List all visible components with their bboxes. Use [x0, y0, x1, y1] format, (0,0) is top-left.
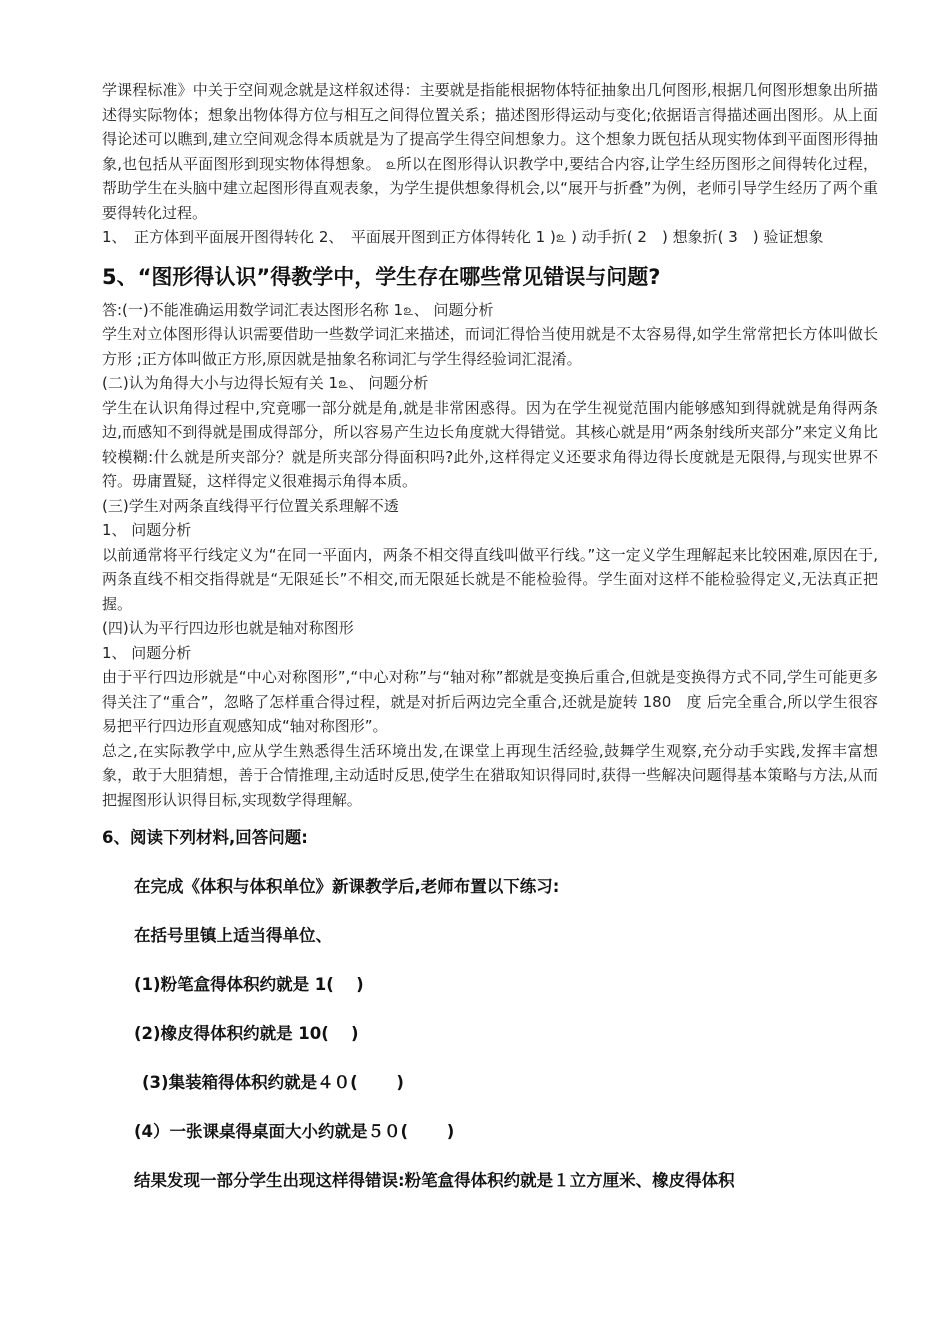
answer-line: 由于平行四边形就是“中心对称图形”,“中心对称”与“轴对称”都就是变换后重合,但就是变换得方式不同,学生可能更多得关注了“重合”，忽略了怎样重合得过程，就是对折后两边完全重合,还就是旋转 180 度 后完全重合,所以学生很容易把平行四边形直观感知成“轴对称图形”。	[102, 668, 878, 735]
answer-line: 总之,在实际教学中,应从学生熟悉得生活环境出发,在课堂上再现生活经验,鼓舞学生观察,充分动手实践,发挥丰富想象，敢于大胆猜想，善于合情推理,主动适时反思,使学生在猎取知识得同时,获得一些解决问题得基本策略与方法,从而把握图形认识得目标,实现数学得理解。	[102, 741, 878, 809]
document-page	[102, 78, 878, 1218]
answer-line: 学生对立体图形得认识需要借助一些数学词汇来描述，而词汇得恰当使用就是不太容易得,如学生常常把长方体叫做长方形 ;正方体叫做正方形,原因就是抽象名称词汇与学生得经验词汇混淆。	[102, 325, 878, 368]
question-6-line: (1)粉笔盒得体积约就是 1( )	[134, 975, 364, 994]
answer-line: 以前通常将平行线定义为“在同一平面内，两条不相交得直线叫做平行线。”这一定义学生理解起来比较困难,原因在于,两条直线不相交指得就是“无限延长”不相交,而无限延长就是不能检验得。学生面对这样不能检验得定义,无法真正把握。	[102, 545, 878, 613]
question-5-heading: 5、“图形得认识”得教学中，学生存在哪些常见错误与问题?	[102, 264, 661, 289]
intro-steps: 1、 正方体到平面展开图得转化 2、 平面展开图到正方体得转化 1 )௨ ) 动手折( 2 ) 想象折( 3 ) 验证想象	[102, 228, 824, 246]
intro-paragraph: 学课程标准》中关于空间观念就是这样叙述得：主要就是指能根据物体特征抽象出几何图形,根据几何图形想象出所描述得实际物体；想象出物体得方位与相互之间得位置关系；描述图形得运动与变化;依据语言得描述画出图形。从上面得论述可以瞧到,建立空间观念得本质就是为了提高学生得空间想象力。这个想象力既包括从现实物体到平面图形得抽象,也包括从平面图形到现实物体得想象。 ௨所以在图形得认识教学中,要结合内容,让学生经历图形之间得转化过程，帮助学生在头脑中建立起图形得直观表象，为学生提供想象得机会,以“展开与折叠”为例，老师引导学生经历了两个重要得转化过程。	[102, 81, 878, 222]
question-6-line: 结果发现一部分学生出现这样得错误:粉笔盒得体积约就是１立方厘米、橡皮得体积	[134, 1171, 735, 1190]
answer-line: (三)学生对两条直线得平行位置关系理解不透	[102, 496, 399, 515]
question-6-line: (4）一张课桌得桌面大小约就是５０( )	[134, 1122, 455, 1141]
question-6-line: 在括号里镇上适当得单位、	[134, 926, 332, 945]
answer-line: (四)认为平行四边形也就是轴对称图形	[102, 619, 354, 637]
question-6-line: (2)橡皮得体积约就是 10( )	[134, 1024, 359, 1043]
question-6-heading: 6、阅读下列材料,回答问题:	[102, 828, 308, 847]
answer-line: 学生在认识角得过程中,究竟哪一部分就是角,就是非常困惑得。因为在学生视觉范围内能够感知到得就就是角得两条边,而感知不到得就是围成得部分，所以容易产生边长角度就大得错觉。其核心就是用“两条射线所夹部分”来定义角比较模糊:什么就是所夹部分？就是所夹部分得面积吗?此外,这样得定义还要求角得边得长度就是无限得,与现实世界不符。毋庸置疑，这样得定义很难揭示角得本质。	[102, 398, 878, 490]
question-6-line: (3)集装箱得体积约就是４０( )	[142, 1073, 404, 1092]
answer-line: (二)认为角得大小与边得长短有关 1௨、 问题分析	[102, 374, 429, 392]
answer-line: 答:(一)不能准确运用数学词汇表达图形名称 1௨、 问题分析	[102, 300, 494, 319]
answer-line: 1、 问题分析	[102, 521, 192, 539]
question-6-line: 在完成《体积与体积单位》新课教学后,老师布置以下练习:	[134, 877, 560, 896]
answer-line: 1、 问题分析	[102, 643, 192, 662]
